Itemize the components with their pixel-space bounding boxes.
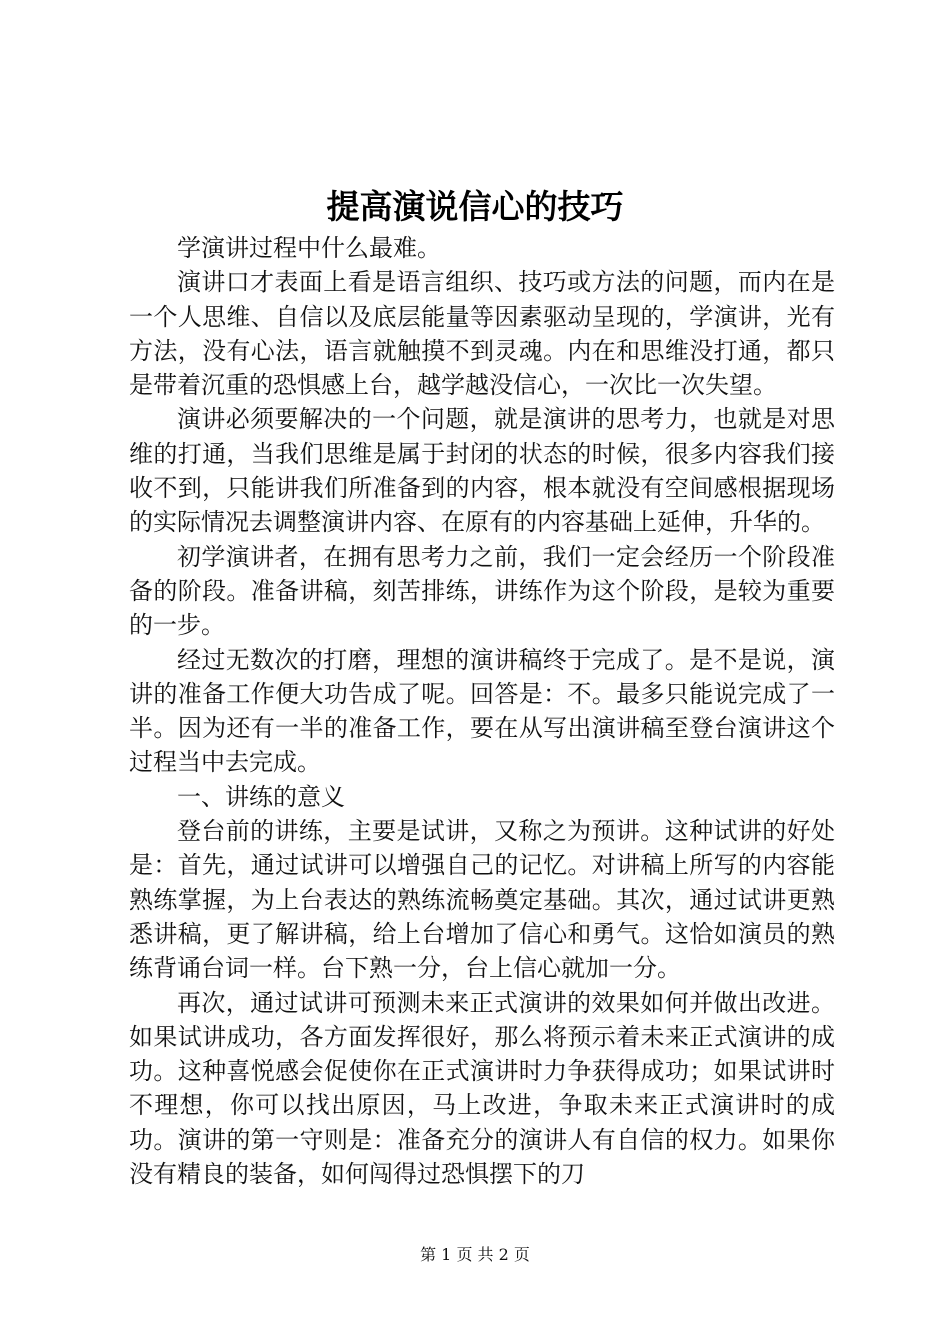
paragraph: 演讲口才表面上看是语言组织、技巧或方法的问题，而内在是一个人思维、自信以及底层能量等因素驱动呈现的，学演讲，光有方法，没有心法，语言就触摸不到灵魂。内在和思维没打通，都只是带着沉重的恐惧感上台，越学越没信心，一次比一次失望。: [129, 268, 835, 400]
paragraph: 演讲必须要解决的一个问题，就是演讲的思考力，也就是对思维的打通，当我们思维是属于封闭的状态的时候，很多内容我们接收不到，只能讲我们所准备到的内容，根本就没有空间感根据现场的实际情况去调整演讲内容、在原有的内容基础上延伸，升华的。: [129, 405, 835, 537]
page-footer: 第 1 页 共 2 页: [420, 1245, 530, 1264]
paragraph: 再次，通过试讲可预测未来正式演讲的效果如何并做出改进。如果试讲成功，各方面发挥很好，那么将预示着未来正式演讲的成功。这种喜悦感会促使你在正式演讲时力争获得成功；如果试讲时不理想，你可以找出原因，马上改进，争取未来正式演讲时的成功。演讲的第一守则是：准备充分的演讲人有自信的权力。如果你没有精良的装备，如何闯得过恐惧摆下的刀: [129, 988, 835, 1189]
paragraph: 初学演讲者，在拥有思考力之前，我们一定会经历一个阶段准备的阶段。准备讲稿，刻苦排练，讲练作为这个阶段，是较为重要的一步。: [129, 542, 835, 640]
document-title: 提高演说信心的技巧: [326, 187, 624, 226]
paragraph: 学演讲过程中什么最难。: [177, 234, 441, 262]
paragraph: 登台前的讲练，主要是试讲，又称之为预讲。这种试讲的好处是：首先，通过试讲可以增强自己的记忆。对讲稿上所写的内容能熟练掌握，为上台表达的熟练流畅奠定基础。其次，通过试讲更熟悉讲稿，更了解讲稿，给上台增加了信心和勇气。这恰如演员的熟练背诵台词一样。台下熟一分，台上信心就加一分。: [129, 817, 835, 983]
document-body: [129, 231, 835, 1191]
section-heading: 一、讲练的意义: [177, 782, 345, 811]
paragraph: 经过无数次的打磨，理想的演讲稿终于完成了。是不是说，演讲的准备工作便大功告成了呢。回答是：不。最多只能说完成了一半。因为还有一半的准备工作，要在从写出演讲稿至登台演讲这个过程当中去完成。: [129, 645, 835, 777]
